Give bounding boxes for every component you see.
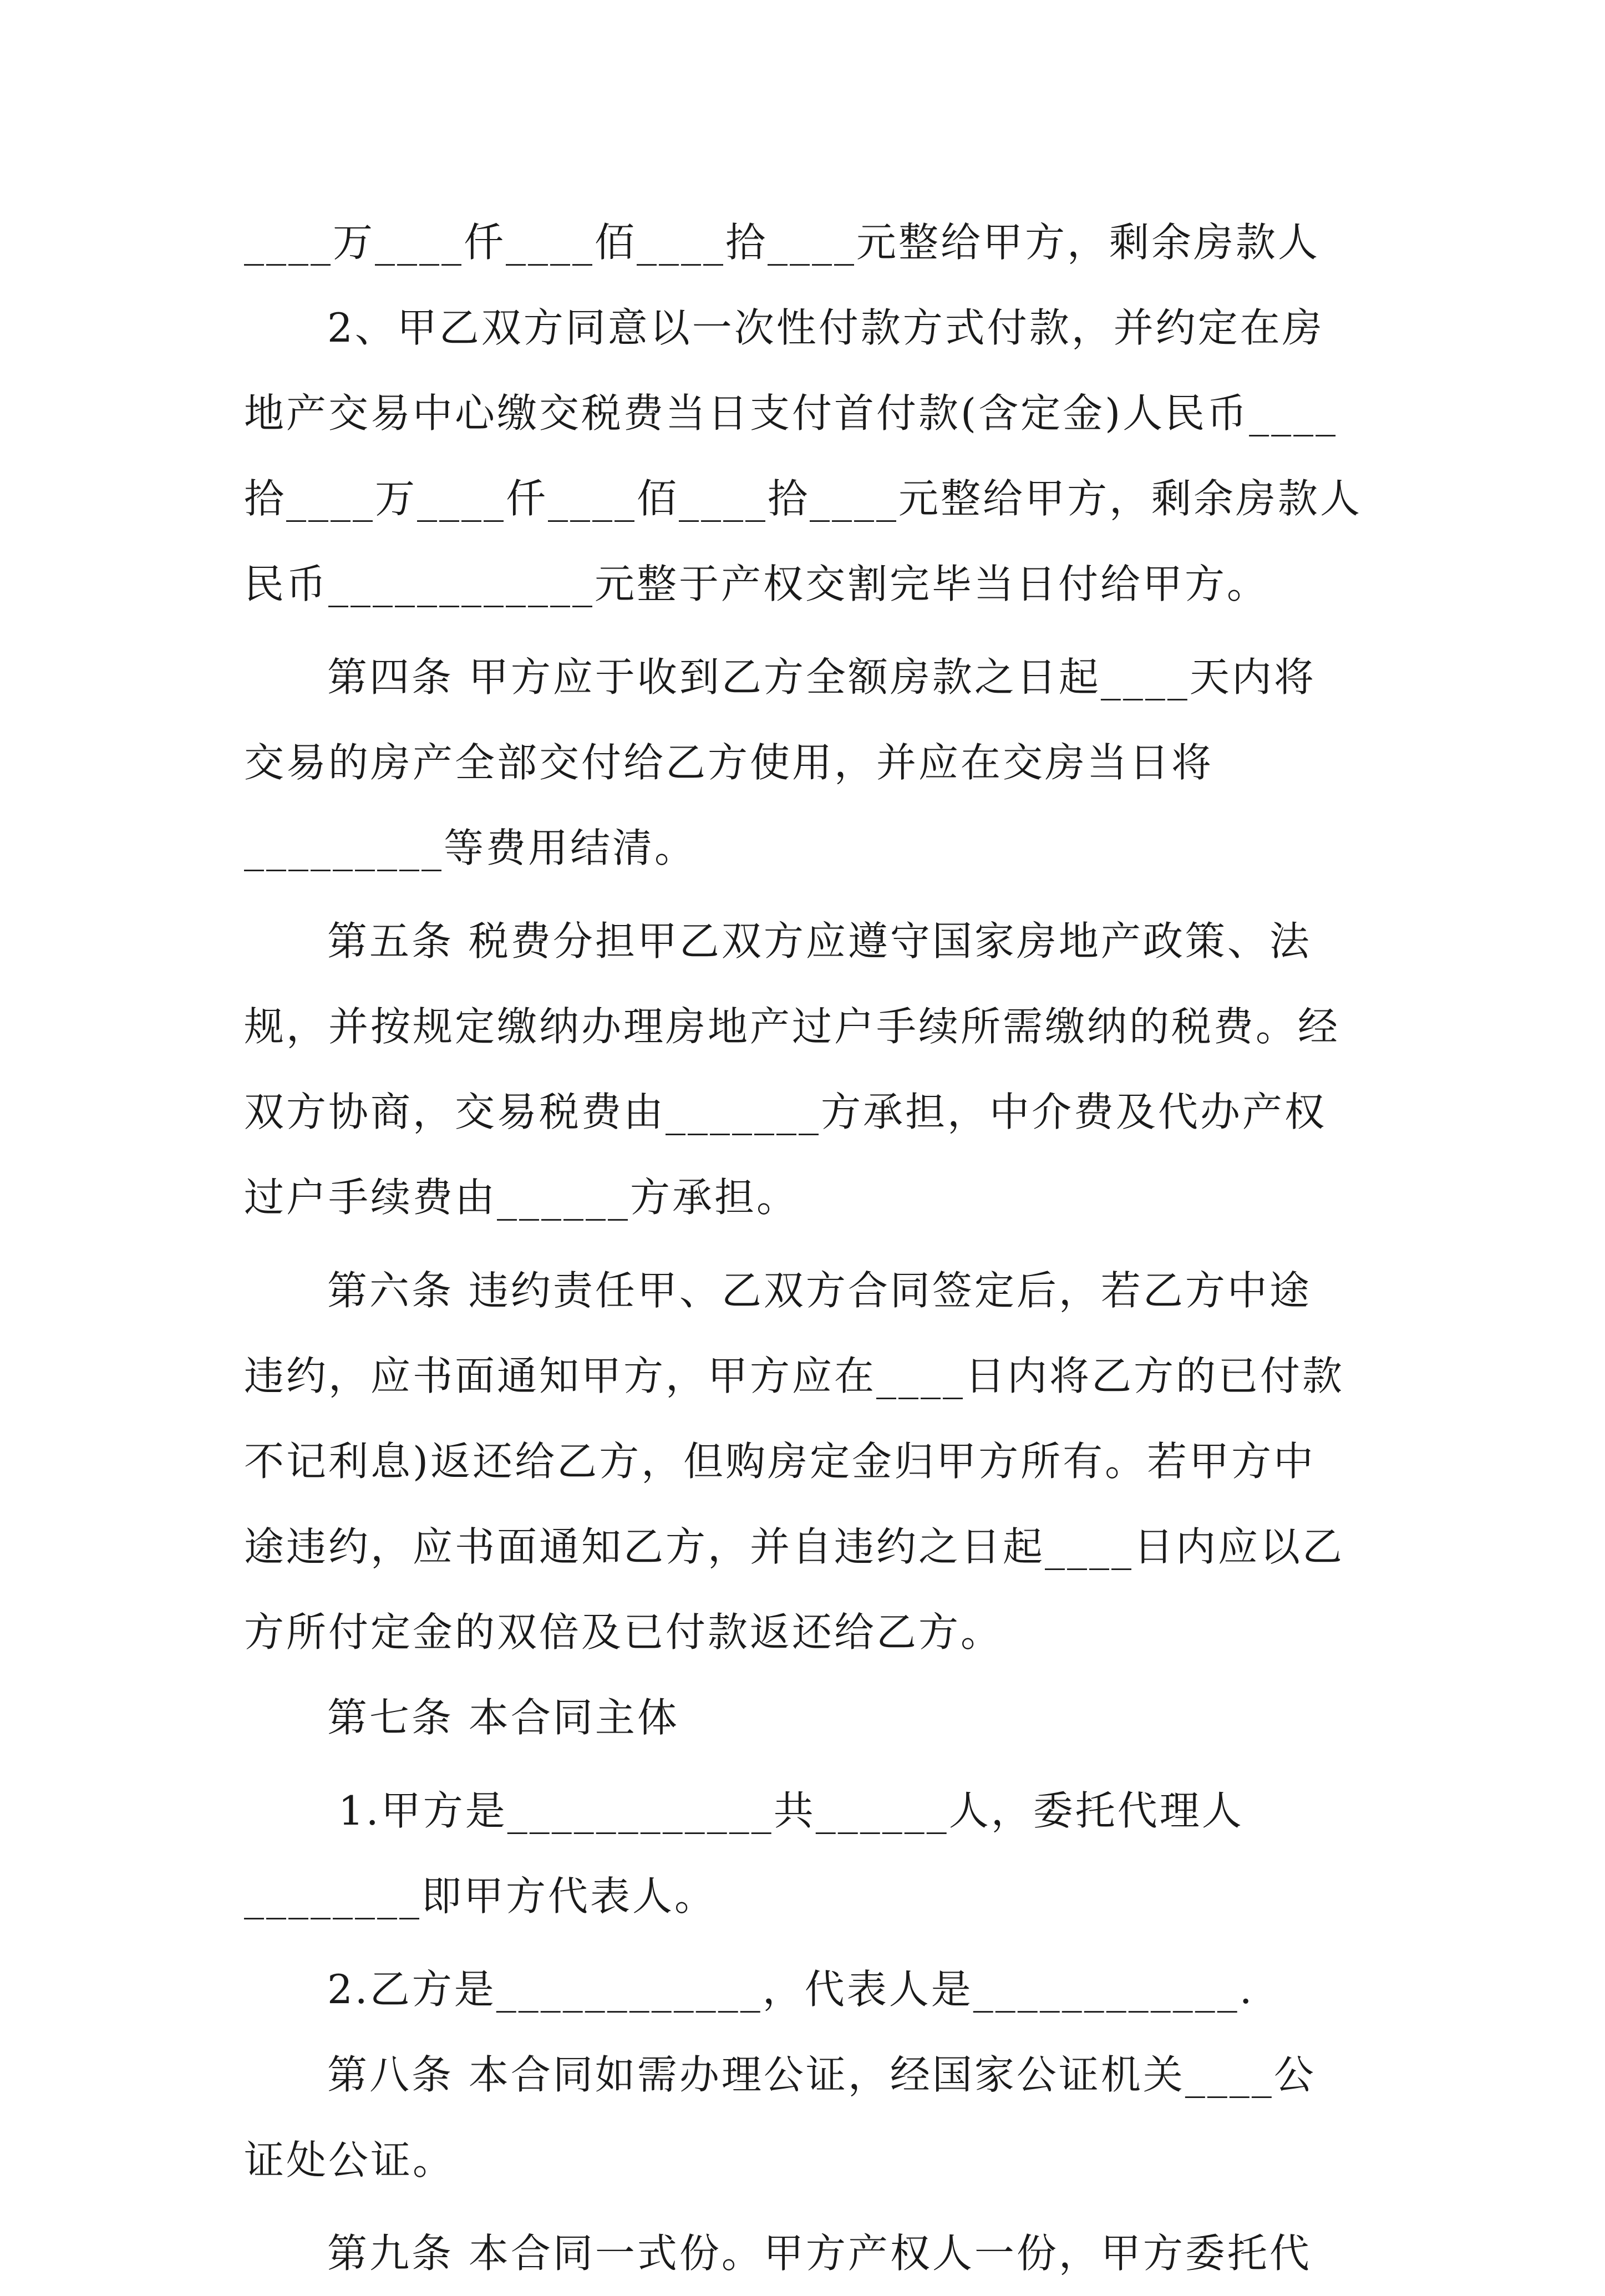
contract-line: 拾____万____仟____佰____拾____元整给甲方，剩余房款人 <box>244 475 1363 522</box>
paragraph-gap <box>244 627 1361 634</box>
contract-line: 地产交易中心缴交税费当日支付首付款(含定金)人民币____ <box>244 390 1338 436</box>
contract-line: 第六条 违约责任甲、乙双方合同签定后，若乙方中途 <box>327 1267 1312 1314</box>
contract-line: 2、甲乙双方同意以一次性付款方式付款，并约定在房 <box>327 304 1324 351</box>
paragraph-gap <box>244 2203 1361 2211</box>
paragraph-gap <box>244 891 1361 898</box>
contract-line: 交易的房产全部交付给乙方使用，并应在交房当日将 <box>244 739 1214 786</box>
contract-line: 第四条 甲方应于收到乙方全额房款之日起____天内将 <box>327 654 1316 700</box>
contract-line: 民币____________元整于产权交割完毕当日付给甲方。 <box>244 561 1269 607</box>
paragraph-gap <box>244 1760 1361 1768</box>
contract-line: ________即甲方代表人。 <box>244 1873 717 1919</box>
contract-line: 第八条 本合同如需办理公证，经国家公证机关____公 <box>327 2051 1316 2098</box>
contract-line: 途违约，应书面通知乙方，并自违约之日起____日内应以乙 <box>244 1523 1345 1570</box>
contract-line: 双方协商，交易税费由_______方承担，中介费及代办产权 <box>244 1089 1327 1135</box>
contract-text <box>244 200 1361 2296</box>
paragraph-gap <box>244 1939 1361 1947</box>
contract-line: 第五条 税费分担甲乙双方应遵守国家房地产政策、法 <box>327 918 1312 964</box>
contract-line: 方所付定金的双倍及已付款返还给乙方。 <box>244 1609 1003 1655</box>
contract-line: 第九条 本合同一式份。甲方产权人一份，甲方委托代 <box>327 2230 1312 2277</box>
contract-line: 第七条 本合同主体 <box>327 1694 679 1741</box>
contract-line: ____万____仟____佰____拾____元整给甲方，剩余房款人 <box>244 219 1320 266</box>
contract-line: 违约，应书面通知甲方，甲方应在____日内将乙方的已付款 <box>244 1353 1345 1399</box>
contract-line: _________等费用结清。 <box>244 825 697 871</box>
contract-line: 规，并按规定缴纳办理房地产过户手续所需缴纳的税费。经 <box>244 1003 1340 1050</box>
contract-line: 证处公证。 <box>244 2137 455 2183</box>
contract-line: 不记利息)返还给乙方，但购房定金归甲方所有。若甲方中 <box>244 1438 1316 1485</box>
contract-line: 过户手续费由______方承担。 <box>244 1174 799 1221</box>
paragraph-gap <box>244 1240 1361 1248</box>
contract-line: 1.甲方是____________共______人，委托代理人 <box>338 1787 1244 1834</box>
contract-line: 2.乙方是____________，代表人是____________. <box>327 1966 1254 2013</box>
